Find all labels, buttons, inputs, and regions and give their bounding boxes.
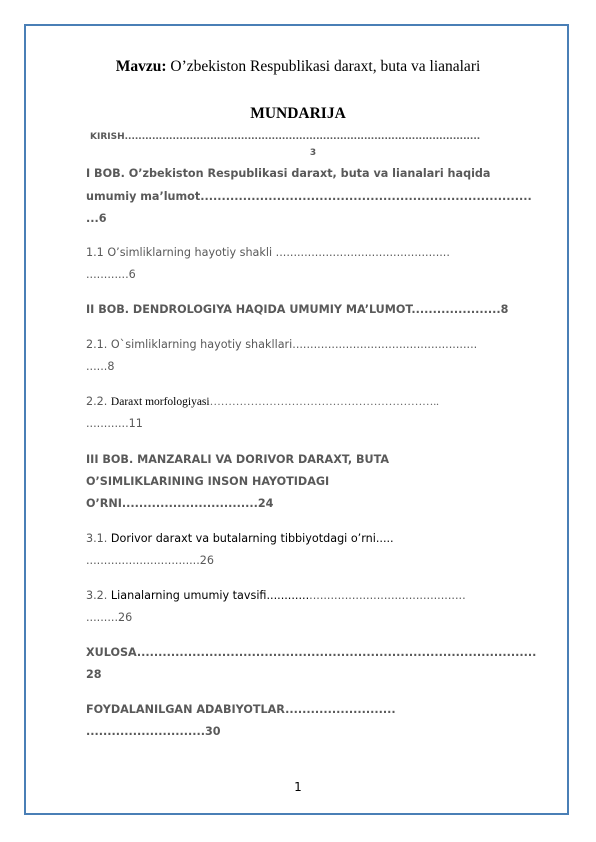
- toc-2-1-line1: 2.1. O`simliklarning hayotiy shakllari....................................................: [86, 338, 478, 351]
- toc-2-2-dots: ……………………………………………………..: [209, 396, 439, 408]
- toc-2-2-line1: [86, 395, 546, 408]
- page-number: 1: [294, 780, 302, 794]
- topic-line: [0, 58, 596, 76]
- toc-3-2-number: 3.2.: [86, 589, 111, 602]
- toc-bob3-line3: O’RNI................................24: [86, 497, 274, 510]
- toc-bob1-line2: umumiy ma’lumot..............................................................................: [86, 190, 532, 203]
- toc-3-1-line1: [86, 532, 546, 545]
- toc-1-1-line1: 1.1 O’simliklarning hayotiy shakli .................................................: [86, 246, 450, 259]
- topic-label: Mavzu:: [115, 58, 167, 75]
- toc-3-1-number: 3.1.: [86, 532, 111, 545]
- topic-text: O’zbekiston Respublikasi daraxt, buta va lianalari: [166, 58, 481, 75]
- toc-adabiyotlar-line2: ............................30: [86, 725, 221, 738]
- toc-1-1-line2: ............6: [86, 268, 136, 281]
- toc-bob1-line3: ...6: [86, 212, 107, 225]
- toc-kirish-page: 3: [309, 148, 317, 158]
- toc-3-2-line2: .........26: [86, 611, 133, 624]
- toc-bob3-line2: O’SIMLIKLARINING INSON HAYOTIDAGI: [86, 475, 330, 488]
- toc-bob2: II BOB. DENDROLOGIYA HAQIDA UMUMIY MA’LUMOT.....................8: [86, 303, 509, 316]
- toc-xulosa-line2: 28: [86, 668, 102, 681]
- toc-3-2-line1: [86, 589, 546, 602]
- toc-2-2-number: 2.2.: [86, 395, 111, 408]
- toc-3-2-text: Lianalarning umumiy tavsifi............: [110, 589, 310, 602]
- toc-adabiyotlar-line1: FOYDALANILGAN ADABIYOTLAR..........................: [86, 703, 396, 716]
- toc-xulosa-line1: XULOSA..............................................................................................: [86, 646, 537, 659]
- toc-bob1-line1: I BOB. O’zbekiston Respublikasi daraxt, buta va lianalari haqida: [86, 167, 491, 180]
- toc-3-1-text: Dorivor daraxt va butalarning tibbiyotdagi o’rni.....: [110, 532, 394, 545]
- toc-3-2-dots: ............................................: [309, 589, 466, 602]
- toc-heading: MUNDARIJA: [250, 105, 346, 122]
- toc-2-2-line2: ............11: [86, 417, 143, 430]
- toc-bob3-line1: III BOB. MANZARALI VA DORIVOR DARAXT, BUTA: [86, 453, 390, 466]
- toc-2-2-text: Daraxt morfologiyasi: [110, 396, 210, 408]
- toc-2-1-line2: ......8: [86, 360, 115, 373]
- toc-kirish: KIRISH........................................................................................................: [90, 132, 481, 142]
- toc-3-1-line2: ................................26: [86, 554, 215, 567]
